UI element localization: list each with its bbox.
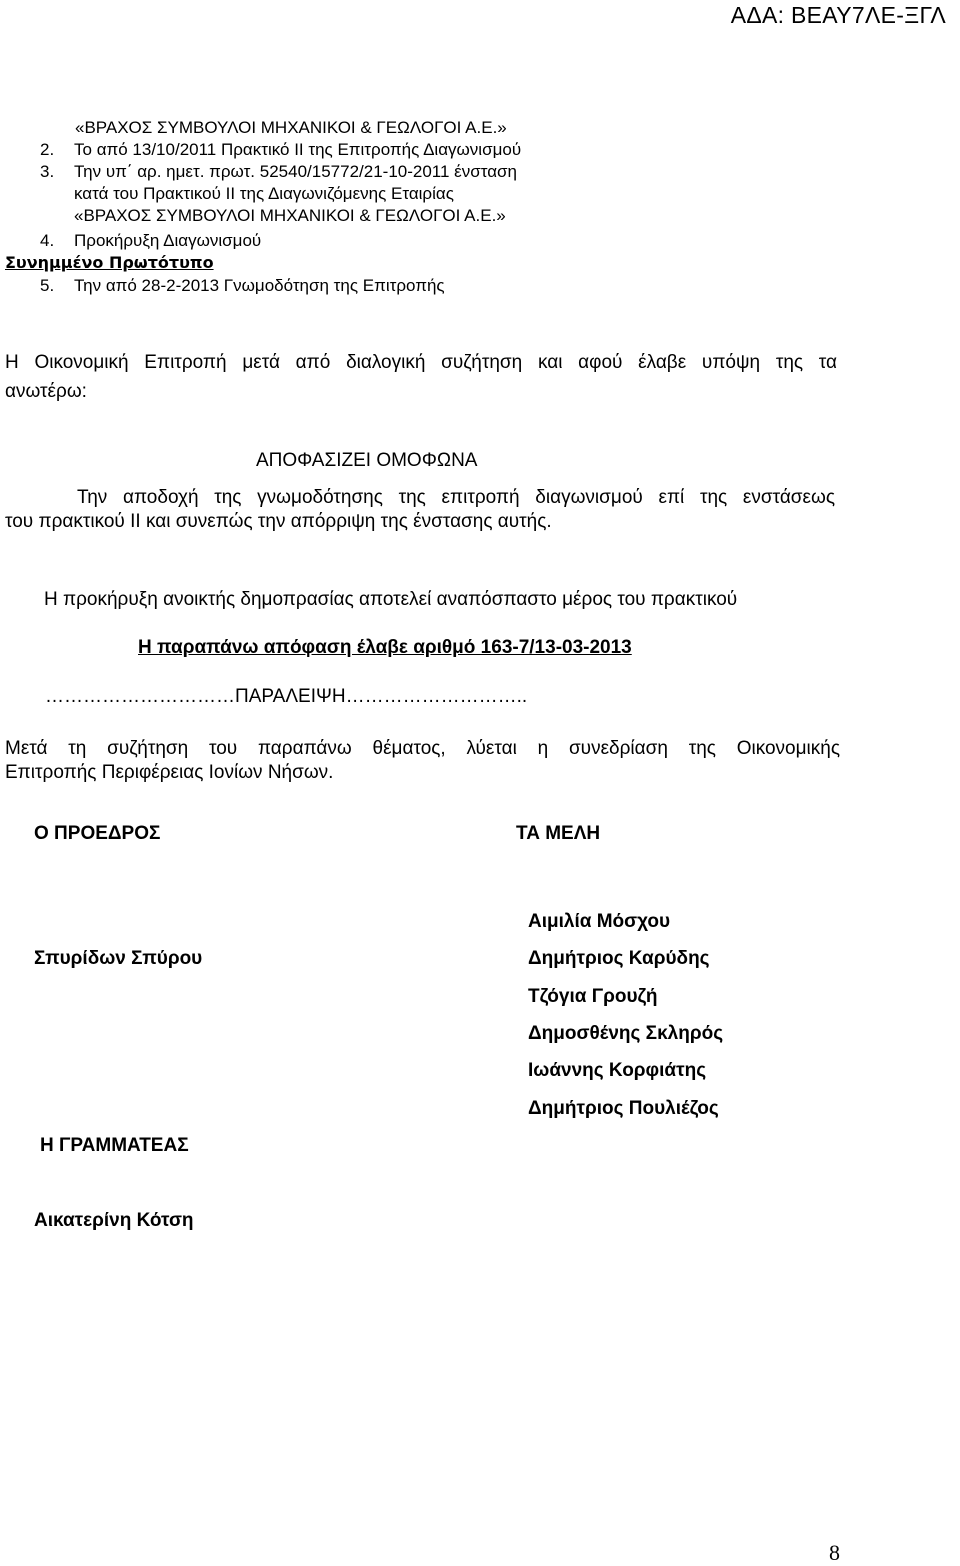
- secretary-name: Αικατερίνη Κότση: [34, 1210, 194, 1231]
- members-title: ΤΑ ΜΕΛΗ: [516, 823, 601, 844]
- list-item-text: Την από 28-2-2013 Γνωμοδότηση της Επιτροπής: [74, 276, 445, 295]
- list-number: 5.: [40, 276, 55, 295]
- member-name: Δημοσθένης Σκληρός: [528, 1023, 724, 1044]
- member-name: Αιμιλία Μόσχου: [528, 911, 671, 932]
- secretary-title: Η ΓΡΑΜΜΑΤΕΑΣ: [40, 1135, 189, 1156]
- list-item-continuation: «ΒΡΑΧΟΣ ΣΥΜΒΟΥΛΟΙ ΜΗΧΑΝΙΚΟΙ & ΓΕΩΛΟΓΟΙ Α.Ε.»: [74, 206, 506, 225]
- member-name: Τζόγια Γρουζή: [528, 986, 658, 1007]
- omission-marker: …………………………ΠΑΡΑΛΕΙΨΗ………………………..: [45, 686, 528, 707]
- list-number: 3.: [40, 162, 55, 181]
- annex-note: Η προκήρυξη ανοικτής δημοπρασίας αποτελεί αναπόσπαστο μέρος του πρακτικού: [44, 589, 738, 610]
- attached-original-label: Συνημμένο Πρωτότυπο: [5, 253, 214, 272]
- decision-heading: ΑΠΟΦΑΣΙΖΕΙ ΟΜΟΦΩΝΑ: [256, 450, 478, 471]
- member-name: Δημήτριος Πουλιέζος: [528, 1098, 719, 1119]
- list-item: [40, 140, 521, 160]
- list-item-continuation: κατά του Πρακτικού ΙΙ της Διαγωνιζόμενης Εταιρίας: [74, 184, 454, 203]
- decision-line: του πρακτικού ΙΙ και συνεπώς την απόρριψη της ένστασης αυτής.: [5, 511, 552, 532]
- page-number: 8: [829, 1540, 840, 1565]
- attachment-line: «ΒΡΑΧΟΣ ΣΥΜΒΟΥΛΟΙ ΜΗΧΑΝΙΚΟΙ & ΓΕΩΛΟΓΟΙ Α.Ε.»: [75, 118, 507, 137]
- list-item: [40, 162, 517, 182]
- decision-number: Η παραπάνω απόφαση έλαβε αριθμό 163-7/13-03-2013: [138, 637, 632, 658]
- list-item: [40, 231, 261, 251]
- list-number: 2.: [40, 140, 55, 159]
- president-title: Ο ΠΡΟΕΔΡΟΣ: [34, 823, 161, 844]
- closing-line: Μετά τη συζήτηση του παραπάνω θέματος, λύεται η συνεδρίαση της Οικονομικής: [5, 738, 840, 759]
- list-item-text: Την υπ΄ αρ. ημετ. πρωτ. 52540/15772/21-10-2011 ένσταση: [74, 162, 517, 181]
- list-item-text: Προκήρυξη Διαγωνισμού: [74, 231, 262, 250]
- list-item: [40, 276, 445, 296]
- document-ada-code: ΑΔΑ: ΒΕΑΥ7ΛΕ-ΞΓΛ: [730, 2, 946, 28]
- president-name: Σπυρίδων Σπύρου: [34, 948, 203, 969]
- list-number: 4.: [40, 231, 55, 250]
- intro-line: ανωτέρω:: [5, 381, 87, 402]
- decision-line: Την αποδοχή της γνωμοδότησης της επιτροπή διαγωνισμού επί της ενστάσεως: [77, 487, 835, 508]
- member-name: Δημήτριος Καρύδης: [528, 948, 710, 969]
- intro-line: Η Οικονομική Επιτροπή μετά από διαλογική συζήτηση και αφού έλαβε υπόψη της τα: [5, 352, 837, 373]
- closing-line: Επιτροπής Περιφέρειας Ιονίων Νήσων.: [5, 762, 334, 783]
- list-item-text: Το από 13/10/2011 Πρακτικό ΙΙ της Επιτροπής Διαγωνισμού: [74, 140, 522, 159]
- member-name: Ιωάννης Κορφιάτης: [528, 1060, 707, 1081]
